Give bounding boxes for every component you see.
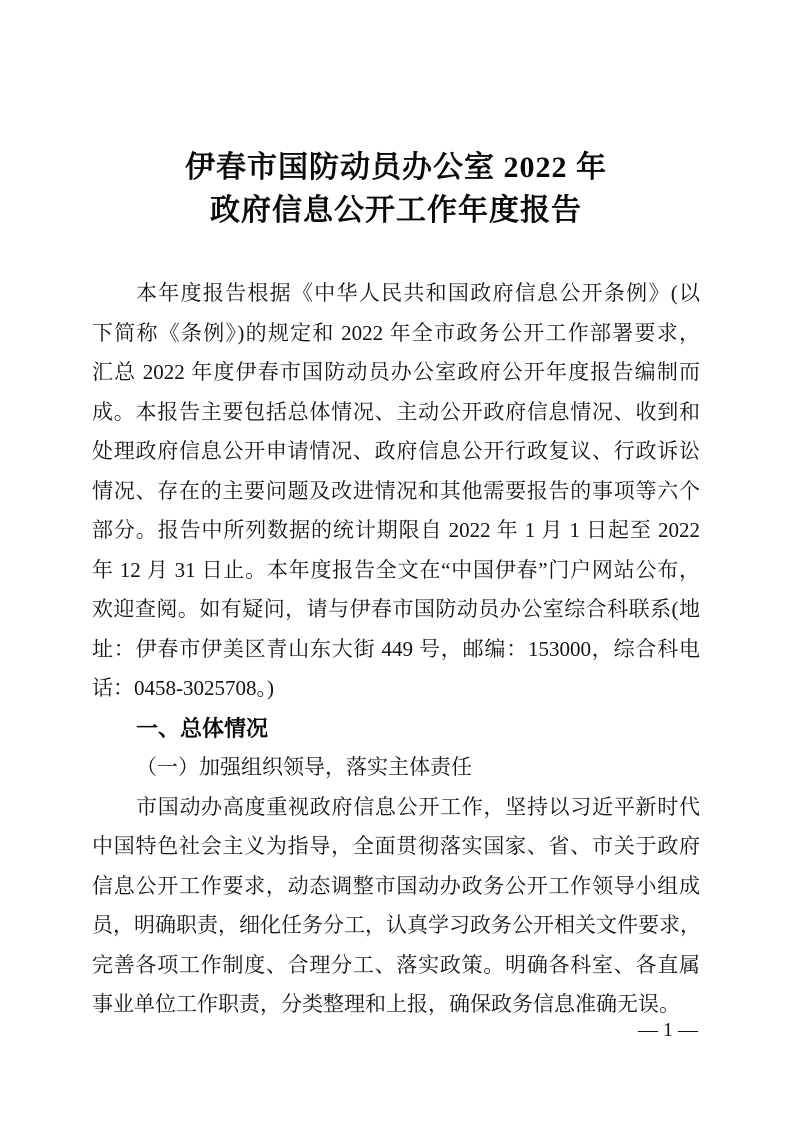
text-line: 情况、存在的主要问题及改进情况和其他需要报告的事项等六个: [92, 478, 700, 503]
text-line: 员，明确职责，细化任务分工，认真学习政务公开相关文件要求，: [92, 913, 701, 937]
text-line: 市国动办高度重视政府信息公开工作，坚持以习近平新时代: [136, 794, 700, 819]
document-title: [92, 146, 700, 232]
text-line: 话：0458-3025708。): [92, 676, 274, 700]
document-title-line-1: 伊春市国防动员办公室 2022 年: [185, 151, 607, 184]
text-line: 成。本报告主要包括总体情况、主动公开政府信息情况、收到和: [92, 399, 700, 424]
page-number: — 1 —: [638, 1018, 698, 1041]
text-line: 中国特色社会主义为指导，全面贯彻落实国家、省、市关于政府: [92, 834, 700, 858]
text-line: 欢迎查阅。如有疑问，请与伊春市国防动员办公室综合科联系(地: [92, 597, 700, 621]
text-line: 下简称《条例》)的规定和 2022 年全市政务公开工作部署要求，: [92, 320, 700, 345]
text-line: 事业单位工作职责，分类整理和上报，确保政务信息准确无误。: [92, 992, 680, 1016]
section-paragraph: [92, 788, 700, 1025]
subsection-heading-organization-leadership: （一）加强组织领导，落实主体责任: [136, 755, 472, 779]
text-line: 处理政府信息公开申请情况、政府信息公开行政复议、行政诉讼: [92, 439, 700, 463]
document-title-line-2: 政府信息公开工作年度报告: [210, 194, 582, 227]
text-line: 年 12 月 31 日止。本年度报告全文在“中国伊春”门户网站公布，: [92, 557, 700, 582]
section-heading-overall-situation: 一、总体情况: [136, 715, 269, 741]
text-line: 信息公开工作要求，动态调整市国动办政务公开工作领导小组成: [92, 873, 700, 898]
text-line: 本年度报告根据《中华人民共和国政府信息公开条例》(以: [136, 281, 700, 305]
text-line: 汇总 2022 年度伊春市国防动员办公室政府公开年度报告编制而: [92, 360, 700, 384]
text-line: 址：伊春市伊美区青山东大街 449 号，邮编：153000，综合科电: [92, 636, 700, 661]
text-line: 完善各项工作制度、合理分工、落实政策。明确各科室、各直属: [92, 952, 700, 977]
document-content: [92, 0, 700, 1043]
text-line: 部分。报告中所列数据的统计期限自 2022 年 1 月 1 日起至 2022: [92, 518, 700, 542]
intro-paragraph: [92, 274, 700, 709]
